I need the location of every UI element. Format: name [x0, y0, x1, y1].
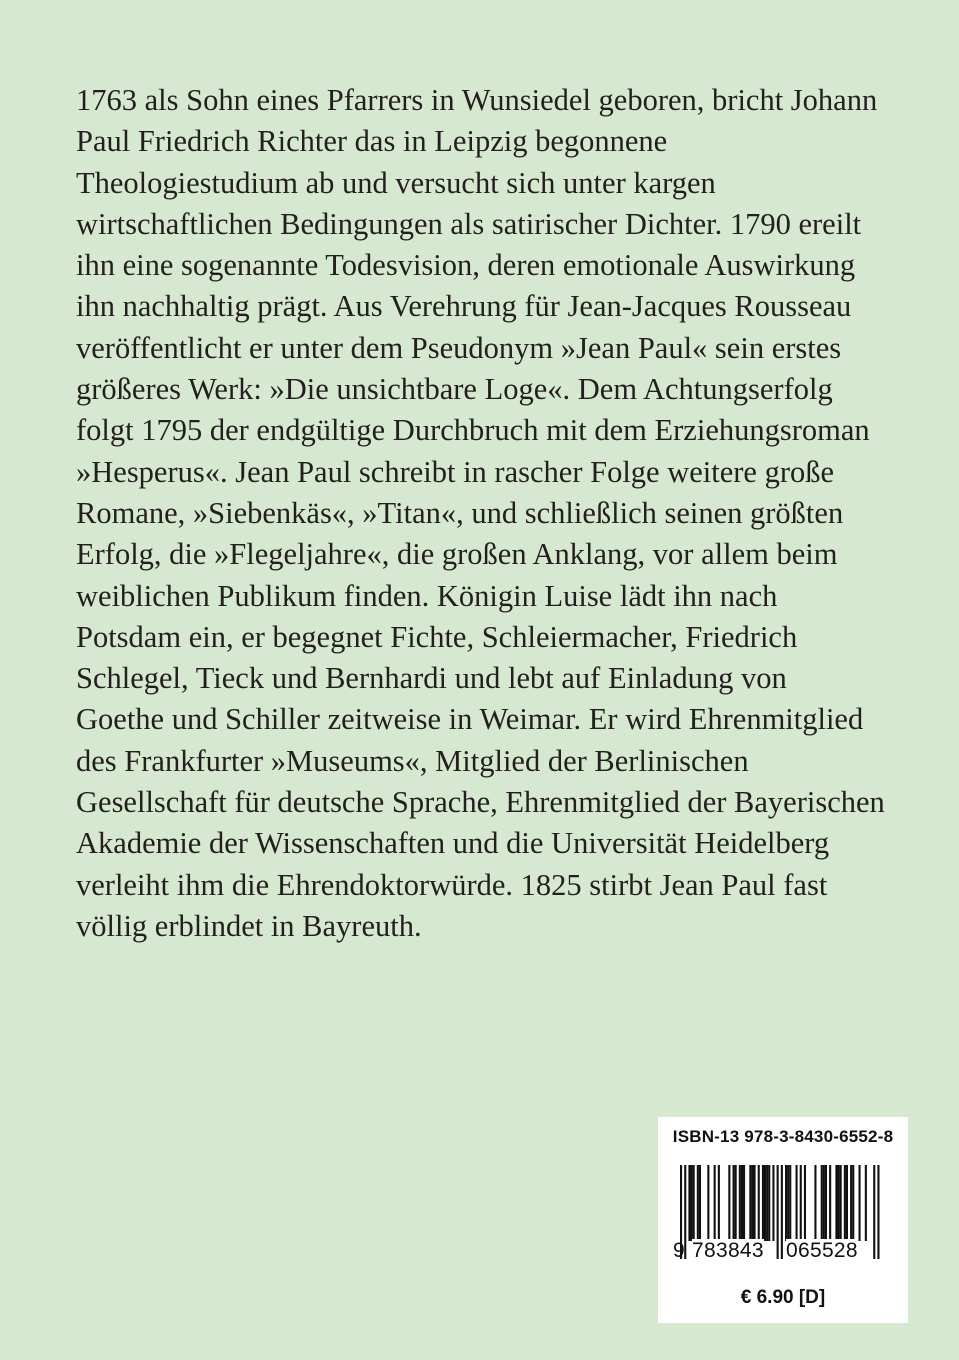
barcode-bar	[852, 1165, 854, 1241]
barcode-bar	[846, 1165, 848, 1241]
barcode-bar	[741, 1165, 743, 1241]
barcode-bar	[781, 1165, 783, 1259]
barcode-bar	[796, 1165, 798, 1241]
blurb-line: Schlegel, Tieck und Bernhardi und lebt auf Einladung von	[76, 661, 787, 696]
blurb-line: Romane, »Siebenkäs«, »Titan«, und schließlich seinen größten	[76, 495, 844, 530]
barcode-bar	[758, 1165, 760, 1241]
barcode-bar	[764, 1165, 766, 1241]
barcode-bar	[877, 1165, 879, 1259]
barcode-bar	[739, 1165, 741, 1241]
barcode-bar	[707, 1165, 709, 1241]
blurb-line: Theologiestudium ab und versucht sich unter kargen	[76, 165, 716, 200]
barcode-bar	[865, 1165, 867, 1241]
blurb-line: Erfolg, die »Flegeljahre«, die großen Anklang, vor allem beim	[76, 537, 838, 572]
blurb-line: weiblichen Publikum finden. Königin Luise lädt ihn nach	[76, 578, 778, 613]
barcode-bar	[823, 1165, 825, 1241]
blurb-line: Potsdam ein, er begegnet Fichte, Schleiermacher, Friedrich	[76, 619, 798, 654]
barcode-bar	[800, 1165, 802, 1241]
isbn-label: ISBN-13 978-3-8430-6552-8	[672, 1127, 894, 1146]
barcode-bar	[850, 1165, 852, 1241]
barcode-bar	[688, 1165, 690, 1241]
barcode-bar	[766, 1165, 768, 1241]
blurb-line: Gesellschaft für deutsche Sprache, Ehrenmitglied der Bayerischen	[76, 785, 885, 820]
blurb-line: Akademie der Wissenschaften und die Universität Heidelberg	[76, 826, 830, 861]
barcode-bar	[728, 1165, 730, 1241]
blurb-line: wirtschaftlichen Bedingungen als satirischer Dichter. 1790 ereilt	[76, 206, 862, 241]
barcode-bar	[838, 1165, 840, 1241]
barcode-bar	[754, 1165, 756, 1241]
barcode-bar	[691, 1165, 693, 1241]
barcode-bar	[785, 1165, 787, 1241]
blurb-line: völlig erblindet in Bayreuth.	[76, 908, 422, 943]
barcode-bar	[762, 1165, 764, 1241]
blurb-line: Goethe und Schiller zeitweise in Weimar. Er wird Ehrenmitglied	[76, 702, 864, 737]
barcode-bar	[873, 1165, 875, 1259]
barcode-bar	[772, 1165, 774, 1241]
blurb-line: folgt 1795 der endgültige Durchbruch mit dem Erziehungsroman	[76, 413, 870, 448]
isbn-barcode-panel	[658, 1117, 908, 1323]
barcode-bar	[693, 1165, 695, 1241]
barcode-bar	[789, 1165, 791, 1241]
barcode-bar	[718, 1165, 720, 1241]
blurb-line: »Hesperus«. Jean Paul schreibt in rascher Folge weitere große	[76, 454, 835, 489]
barcode-bar	[787, 1165, 789, 1241]
back-cover-blurb	[76, 80, 886, 947]
barcode-bar	[825, 1165, 827, 1241]
barcode-bar	[804, 1165, 806, 1241]
barcode-bar	[821, 1165, 823, 1241]
barcode-bar	[714, 1165, 716, 1241]
barcode-bar	[733, 1165, 735, 1241]
barcode-bar	[859, 1165, 861, 1241]
price-label: € 6.90 [D]	[740, 1287, 826, 1308]
barcode-lead-digit: 9	[673, 1239, 685, 1262]
blurb-line: 1763 als Sohn eines Pfarrers in Wunsiedel geboren, bricht Johann	[76, 83, 878, 117]
blurb-line: ihn nachhaltig prägt. Aus Verehrung für Jean-Jacques Rousseau	[76, 289, 852, 324]
barcode-bar	[768, 1165, 770, 1241]
blurb-line: des Frankfurter »Museums«, Mitglied der Berlinischen	[76, 743, 749, 778]
blurb-line: veröffentlicht er unter dem Pseudonym »Jean Paul« sein erstes	[76, 330, 842, 365]
barcode-bar	[735, 1165, 737, 1241]
barcode-bar	[840, 1165, 842, 1241]
barcode-bar	[835, 1165, 837, 1241]
barcode-bar	[751, 1165, 753, 1241]
barcode-bar	[699, 1165, 701, 1241]
barcode-bar	[844, 1165, 846, 1241]
barcode-bar	[777, 1165, 779, 1259]
blurb-line: Paul Friedrich Richter das in Leipzig begonnene	[76, 124, 668, 159]
blurb-line: verleiht ihm die Ehrendoktorwürde. 1825 stirbt Jean Paul fast	[76, 867, 828, 902]
barcode-bar	[697, 1165, 699, 1241]
barcode-left-digits: 783843	[692, 1239, 764, 1262]
barcode-bar	[749, 1165, 751, 1241]
barcode-bar	[829, 1165, 831, 1241]
blurb-line: größeres Werk: »Die unsichtbare Loge«. Dem Achtungserfolg	[76, 372, 833, 407]
blurb-line: ihn eine sogenannte Todesvision, deren emotionale Auswirkung	[76, 248, 856, 283]
barcode-bar	[743, 1165, 745, 1241]
barcode-bar	[814, 1165, 816, 1241]
barcode-right-digits: 065528	[786, 1239, 858, 1262]
